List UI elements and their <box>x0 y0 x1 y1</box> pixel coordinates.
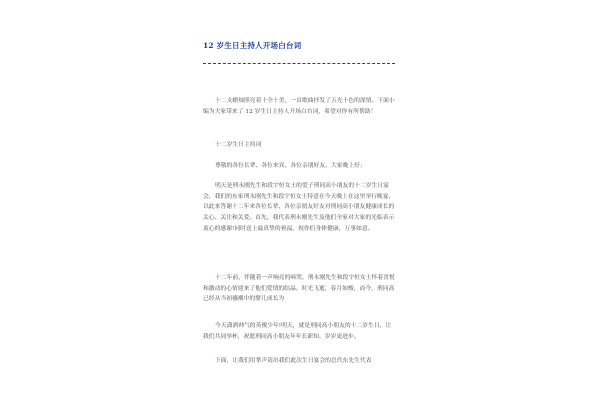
body-paragraph-3-text: 今天潇洒帅气的英俊少年!明天，就是刑同高小朋友的十二岁生日，让我们共同举杯，祝愿刑同高小朋友年年长新知，岁岁更进步。 <box>203 323 392 340</box>
body-paragraph-2-text: 十二年前，伴随着一声响亮的啼哭，刑永刚先生和段宇恒女士怀着喜悦和激动的心情迎来了他们爱情的结晶。时光飞逝，春月如梭，而今，刑同高已经从当初襁褓中的婴儿成长为 <box>203 275 395 303</box>
section-heading-text: 十二岁生日主持词 <box>215 142 262 148</box>
body-paragraph-1-text: 明天是刑永刚先生和段宇恒女士的爱子刑同高小朋友的十二岁生日宴会，我们的东家刑永刚先生和段宇恒女士特意在今天晚上在这里举行晚宴，以此来答谢十二年来各位长辈、各位亲朋友好友对刑同高小朋友健康成长的关心、关注和关爱。首先，我代表刑永刚先生及他们全家对大家的光临表示衷心的感谢!同时送上最真挚的祝福，祝你们身体健康，万事如意。 <box>203 183 395 232</box>
body-paragraph-4 <box>203 356 395 367</box>
body-paragraph-3 <box>203 321 395 342</box>
section-heading <box>203 140 395 151</box>
greeting-text: 尊敬的各位长辈、各位来宾、各位亲朋好友、大家晚上好： <box>215 163 366 169</box>
intro-text: 十二支蜡烛照亮着十全十美，一首歌曲抒发了五光十色的深情。下面小编为大家带来了 12 岁生日主持人开场白台词，希望对你有所帮助！ <box>203 98 395 115</box>
title-divider <box>203 63 395 64</box>
page-title: 12 岁生日主持人开场白台词 <box>203 41 302 50</box>
body-paragraph-1 <box>203 181 395 235</box>
greeting-paragraph <box>203 161 395 172</box>
body-paragraph-4-text: 下面，让我们用掌声请出我们此次生日宴会的总代东先生代表 <box>215 358 372 364</box>
intro-paragraph <box>203 96 395 117</box>
body-paragraph-2 <box>203 273 395 305</box>
